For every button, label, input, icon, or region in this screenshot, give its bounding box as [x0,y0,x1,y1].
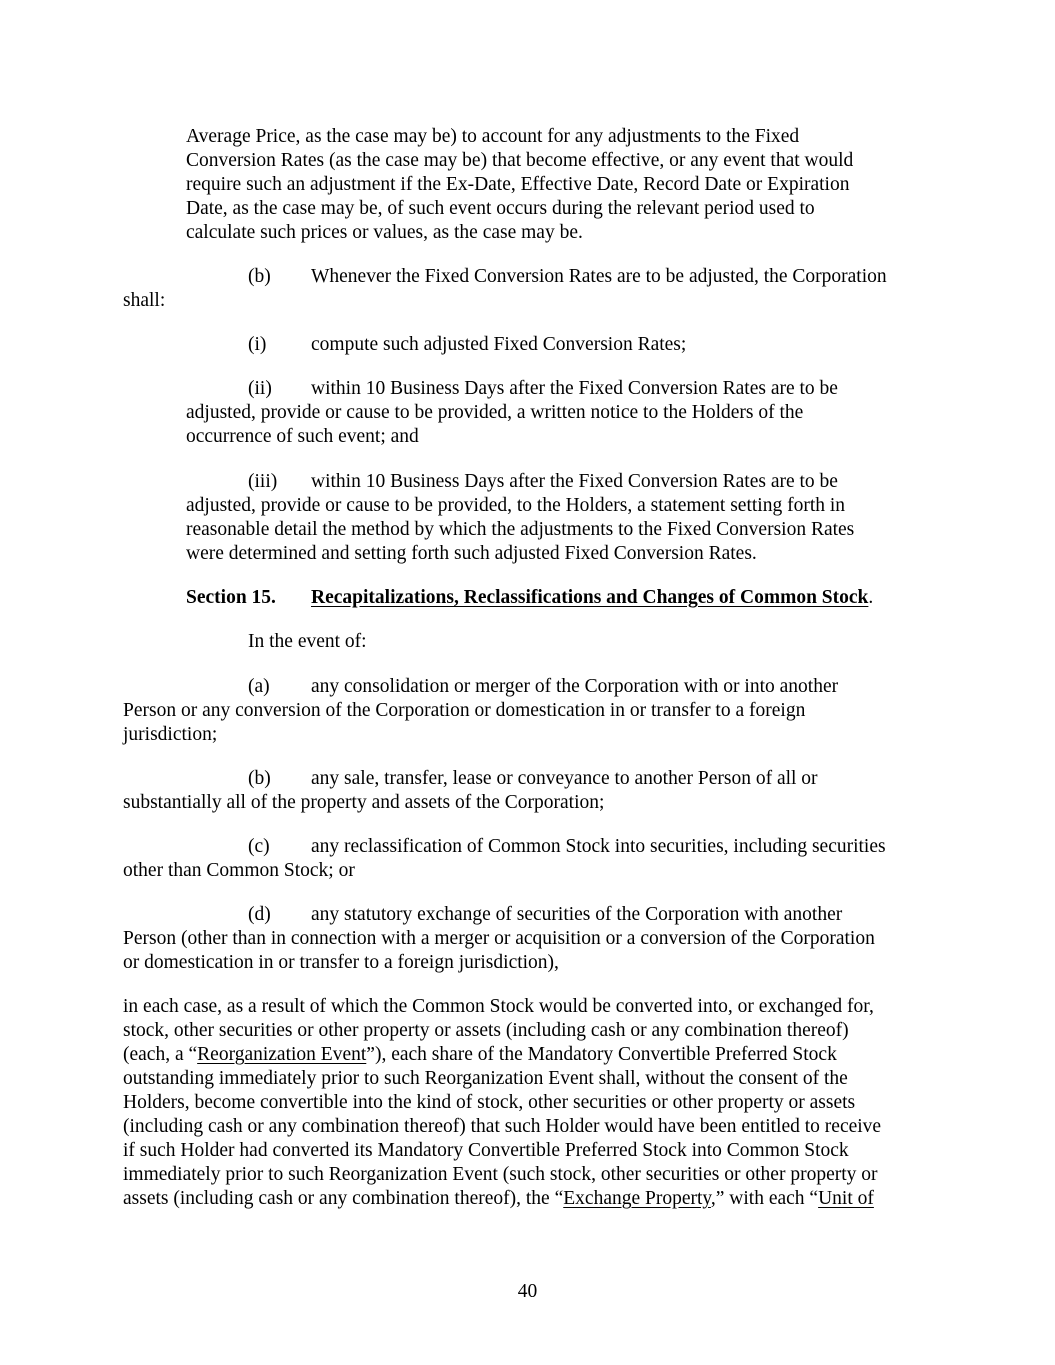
clause-text: compute such adjusted Fixed Conversion Rates; [311,334,687,355]
defined-term-exchange-property: Exchange Property [563,1188,711,1209]
text-line: if such Holder had converted its Mandatory Convertible Preferred Stock into Common Stock [123,1140,849,1161]
clause-continuation: reasonable detail the method by which the adjustments to the Fixed Conversion Rates [186,519,855,540]
clause-label: (a) [248,676,270,697]
text-line: stock, other securities or other property or assets (including cash or any combination thereof) [123,1020,849,1041]
text-fragment: (each, a “ [123,1044,198,1065]
clause-text: any sale, transfer, lease or conveyance to another Person of all or [311,768,818,789]
clause-label: (b) [248,266,271,287]
clause-continuation: or domestication in or transfer to a foreign jurisdiction), [123,952,559,973]
text-line: Average Price, as the case may be) to account for any adjustments to the Fixed [186,126,800,147]
clause-label: (ii) [248,378,272,399]
clause-text: Whenever the Fixed Conversion Rates are to be adjusted, the Corporation [311,266,887,287]
clause-text: any consolidation or merger of the Corporation with or into another [311,676,839,697]
defined-term-unit-of: Unit of [818,1188,874,1209]
clause-iii [0,470,1055,566]
text-fragment: ”), each share of the Mandatory Convertible Preferred Stock [366,1044,837,1065]
clause-continuation: substantially all of the property and assets of the Corporation; [123,792,605,813]
page-number: 40 [517,1281,538,1302]
clause-text: within 10 Business Days after the Fixed Conversion Rates are to be [311,378,838,399]
reorganization-paragraph [123,995,881,1211]
section-number: Section 15. [186,587,276,608]
clause-ii [0,377,1055,449]
defined-term-reorganization-event: Reorganization Event [197,1044,367,1065]
section-title-wrap [311,586,873,610]
text-line [123,1187,881,1211]
clause-text: any statutory exchange of securities of the Corporation with another [311,904,843,925]
clause-continuation: Person or any conversion of the Corporation or domestication in or transfer to a foreign [123,700,806,721]
text-line: outstanding immediately prior to such Reorganization Event shall, without the consent of the [123,1068,848,1089]
clause-i [0,333,1055,357]
text-fragment: ,” with each “ [710,1188,819,1209]
text-line: immediately prior to such Reorganization Event (such stock, other securities or other property or [123,1164,878,1185]
clause-continuation: adjusted, provide or cause to be provided, a written notice to the Holders of the [186,402,804,423]
event-intro: In the event of: [248,631,367,652]
text-fragment: assets (including cash or any combination thereof), the “ [123,1188,564,1209]
event-clause-c [0,835,1055,883]
clause-label: (c) [248,836,270,857]
clause-continuation: other than Common Stock; or [123,860,355,881]
clause-continuation: occurrence of such event; and [186,426,419,447]
section-heading [0,586,1055,610]
clause-label: (d) [248,904,271,925]
clause-label: (iii) [248,471,278,492]
clause-label: (b) [248,768,271,789]
clause-continuation: jurisdiction; [123,724,218,745]
event-clause-b [0,767,1055,815]
text-line: (including cash or any combination thereof) that such Holder would have been entitled to receive [123,1116,882,1137]
text-line: Conversion Rates (as the case may be) that become effective, or any event that would [186,150,854,171]
clause-continuation: were determined and setting forth such adjusted Fixed Conversion Rates. [186,543,757,564]
clause-continuation: adjusted, provide or cause to be provided, to the Holders, a statement setting forth in [186,495,846,516]
clause-text: any reclassification of Common Stock into securities, including securities [311,836,886,857]
section-title: Recapitalizations, Reclassifications and Changes of Common Stock [311,587,869,608]
text-line: Holders, become convertible into the kind of stock, other securities or other property or assets [123,1092,856,1113]
text-line: require such an adjustment if the Ex-Date, Effective Date, Record Date or Expiration [186,174,850,195]
section-title-period: . [868,587,874,608]
continuation-paragraph [186,125,853,245]
text-line: Date, as the case may be, of such event occurs during the relevant period used to [186,198,815,219]
clause-b-adjustment [0,265,1055,313]
clause-continuation: shall: [123,290,166,311]
event-clause-a [0,675,1055,747]
event-clause-d [0,903,1055,975]
clause-text: within 10 Business Days after the Fixed Conversion Rates are to be [311,471,838,492]
clause-label: (i) [248,334,267,355]
text-line: in each case, as a result of which the Common Stock would be converted into, or exchanged for, [123,996,874,1017]
text-line: calculate such prices or values, as the case may be. [186,222,583,243]
text-line [123,1043,881,1067]
clause-continuation: Person (other than in connection with a merger or acquisition or a conversion of the Corporation [123,928,875,949]
